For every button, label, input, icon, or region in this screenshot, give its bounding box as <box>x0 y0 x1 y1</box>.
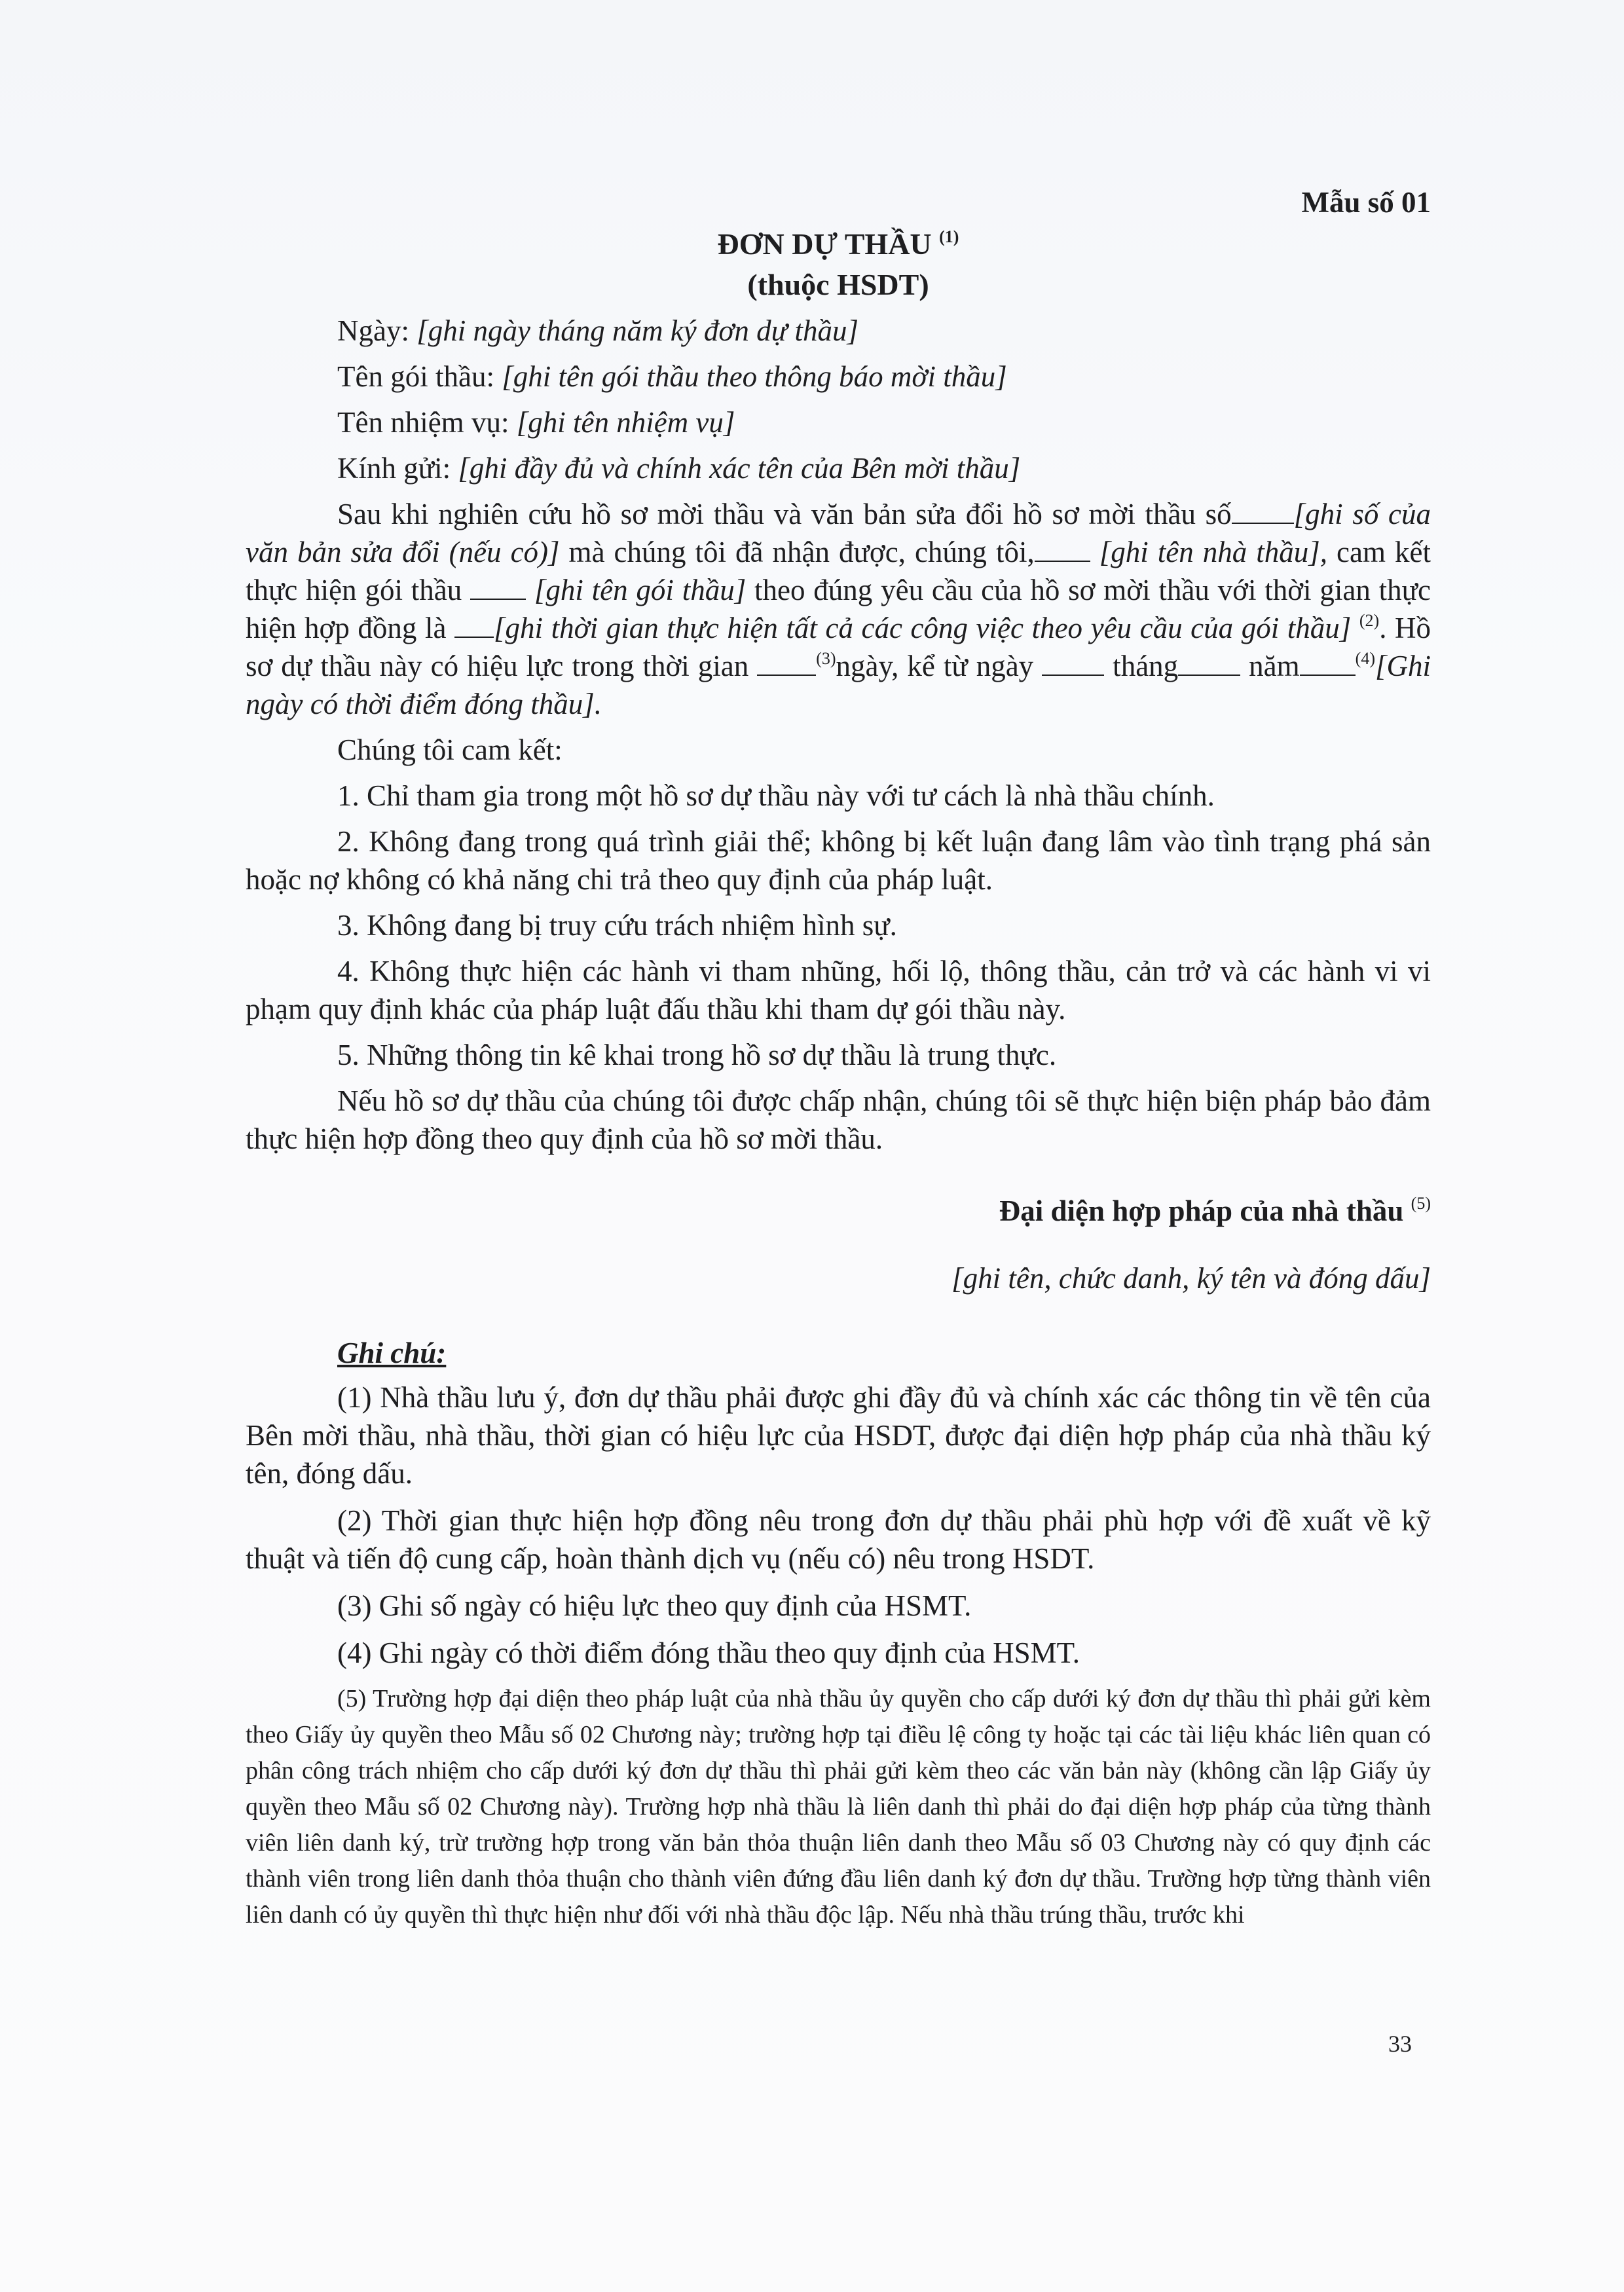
blank-bidder-name <box>1035 536 1090 562</box>
form-number: Mẫu số 01 <box>1301 186 1431 219</box>
note-item-5: (5) Trường hợp đại diện theo pháp luật của nhà thầu ủy quyền cho cấp dưới ký đơn dự thầu thì phải gửi kèm theo Giấy ủy quyền theo Mẫu số 02 Chương này; trường hợp tại điều lệ công ty hoặc tại các tài liệu khác liên quan có phân công trách nhiệm cho cấp dưới ký đơn dự thầu thì phải gửi kèm theo các văn bản này (không cần lập Giấy ủy quyền theo Mẫu số 02 Chương này). Trường hợp nhà thầu là liên danh thì phải do đại diện hợp pháp của từng thành viên liên danh ký, trừ trường hợp trong văn bản thỏa thuận liên danh theo Mẫu số 03 Chương này có quy định các thành viên trong liên danh thỏa thuận cho thành viên đứng đầu liên danh ký đơn dự thầu. Trường hợp từng thành viên liên danh có ủy quyền thì thực hiện như đối với nhà thầu độc lập. Nếu nhà thầu trúng thầu, trước khi <box>246 1685 1431 1929</box>
package-label: Tên gói thầu: <box>337 360 502 393</box>
body-text-3: cam kết thực hiện gói thầu <box>246 536 1431 606</box>
footnote-ref-4: (4) <box>1355 649 1375 668</box>
date-label: Ngày: <box>337 314 417 347</box>
signature-block <box>246 1192 1431 1230</box>
recipient-field <box>246 449 1431 487</box>
hint-closing-date: [Ghi ngày có thời điểm đóng thầu]. <box>246 650 1431 720</box>
hint-package-name: [ghi tên gói thầu] <box>526 574 747 606</box>
blank-day <box>1042 650 1104 676</box>
commit-item-3: 3. Không đang bị truy cứu trách nhiệm hình sự. <box>337 909 897 942</box>
document-subtitle: (thuộc HSDT) <box>747 268 929 301</box>
date-hint: [ghi ngày tháng năm ký đơn dự thầu] <box>416 314 858 347</box>
blank-year <box>1300 650 1356 676</box>
hint-amendment-number: [ghi số của văn bản sửa đổi (nếu có)] <box>246 498 1431 568</box>
closing-paragraph: Nếu hồ sơ dự thầu của chúng tôi được chấp nhận, chúng tôi sẽ thực hiện biện pháp bảo đảm thực hiện hợp đồng theo quy định của hồ sơ mời thầu. <box>246 1084 1431 1155</box>
page-number: 33 <box>1388 2031 1412 2057</box>
body-text-1: Sau khi nghiên cứu hồ sơ mời thầu và văn bản sửa đổi hồ sơ mời thầu số <box>337 498 1232 530</box>
task-label: Tên nhiệm vụ: <box>337 406 517 439</box>
package-field <box>246 358 1431 396</box>
recipient-hint: [ghi đầy đủ và chính xác tên của Bên mời thầu] <box>458 452 1021 485</box>
signature-footnote-ref: (5) <box>1411 1194 1431 1213</box>
note-item-3: (3) Ghi số ngày có hiệu lực theo quy định của HSMT. <box>337 1589 972 1622</box>
hint-bidder-name: [ghi tên nhà thầu], <box>1090 536 1328 568</box>
body-text-5: . Hồ sơ dự thầu này có hiệu lực trong thời gian <box>246 612 1431 682</box>
note-item-4: (4) Ghi ngày có thời điểm đóng thầu theo quy định của HSMT. <box>337 1636 1080 1669</box>
blank-validity-days <box>757 650 816 676</box>
title-text: ĐƠN DỰ THẦU <box>717 227 932 261</box>
body-text-8: năm <box>1240 650 1300 682</box>
package-hint: [ghi tên gói thầu theo thông báo mời thầu] <box>502 360 1007 393</box>
recipient-label: Kính gửi: <box>337 452 458 485</box>
commit-item-2: 2. Không đang trong quá trình giải thể; không bị kết luận đang lâm vào tình trạng phá sản hoặc nợ không có khả năng chi trả theo quy định của pháp luật. <box>246 825 1431 896</box>
commit-item-1: 1. Chỉ tham gia trong một hồ sơ dự thầu này với tư cách là nhà thầu chính. <box>337 779 1215 812</box>
notes-heading: Ghi chú: <box>337 1337 447 1369</box>
blank-contract-duration <box>454 612 494 638</box>
task-field <box>246 403 1431 441</box>
task-hint: [ghi tên nhiệm vụ] <box>516 406 735 439</box>
blank-package-name <box>470 574 526 600</box>
main-paragraph <box>246 495 1431 723</box>
signature-hint: [ghi tên, chức danh, ký tên và đóng dấu] <box>951 1262 1431 1295</box>
commit-intro: Chúng tôi cam kết: <box>337 733 563 766</box>
note-item-1: (1) Nhà thầu lưu ý, đơn dự thầu phải được ghi đầy đủ và chính xác các thông tin về tên của Bên mời thầu, nhà thầu, thời gian có hiệu lực của HSDT, được đại diện hợp pháp của nhà thầu ký tên, đóng dấu. <box>246 1381 1431 1490</box>
body-text-4: theo đúng yêu cầu của hồ sơ mời thầu với thời gian thực hiện hợp đồng là <box>246 574 1431 644</box>
title-footnote-ref: (1) <box>939 227 959 246</box>
note-item-2: (2) Thời gian thực hiện hợp đồng nêu trong đơn dự thầu phải phù hợp với đề xuất về kỹ thuật và tiến độ cung cấp, hoàn thành dịch vụ (nếu có) nêu trong HSDT. <box>246 1504 1431 1575</box>
footnote-ref-2: (2) <box>1359 611 1380 630</box>
blank-month <box>1178 650 1240 676</box>
document-title <box>246 225 1431 263</box>
document-content <box>246 183 1431 1942</box>
body-text-2: mà chúng tôi đã nhận được, chúng tôi, <box>559 536 1035 568</box>
hint-contract-duration: [ghi thời gian thực hiện tất cả các công việc theo yêu cầu của gói thầu] <box>494 612 1352 644</box>
blank-amendment-number <box>1232 498 1294 524</box>
signature-title: Đại diện hợp pháp của nhà thầu <box>999 1194 1411 1227</box>
commit-item-5: 5. Những thông tin kê khai trong hồ sơ dự thầu là trung thực. <box>337 1039 1057 1071</box>
commit-item-4: 4. Không thực hiện các hành vi tham nhũng, hối lộ, thông thầu, cản trở và các hành vi vi phạm quy định khác của pháp luật đấu thầu khi tham dự gói thầu này. <box>246 955 1431 1026</box>
footnote-ref-3: (3) <box>816 649 836 668</box>
date-field <box>246 312 1431 350</box>
body-text-6: ngày, kể từ ngày <box>836 650 1043 682</box>
body-text-7: tháng <box>1104 650 1179 682</box>
